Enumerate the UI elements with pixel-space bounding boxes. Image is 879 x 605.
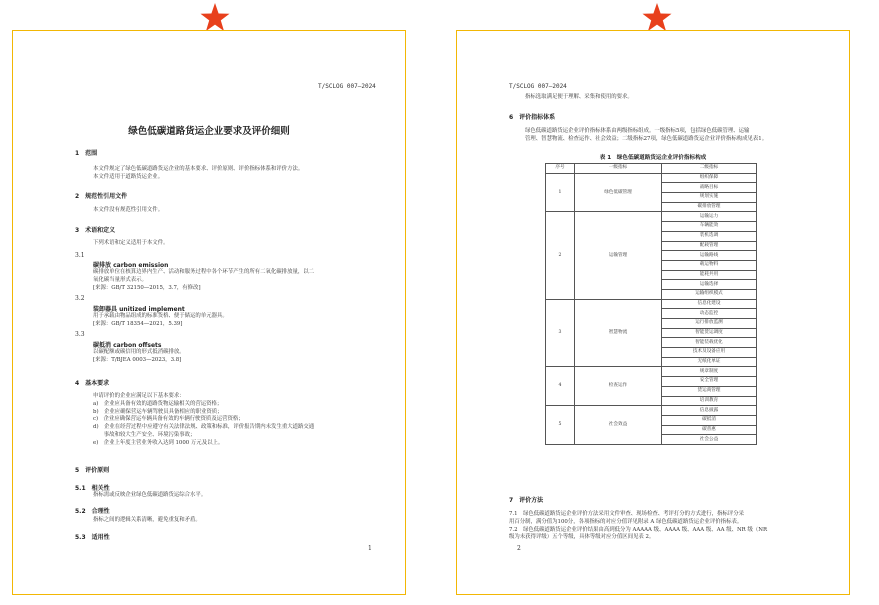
table-cell-level2: 规章制度 [662,367,757,377]
table-cell-level2: 技术及设备应用 [662,348,757,358]
table-cell-number: 5 [546,406,575,445]
table-cell-level2: 货运商管理 [662,386,757,396]
table-cell-level2: 社会公益 [662,435,757,445]
section-text: 本文件没有规范性引用文件。 [93,207,164,213]
section-text: 7.1 绿色低碳道路货运企业评价方法采用文件审查、现场检查、考评打分的方式进行，指标评分采 用百分制，满分值为100分，各项指标的对应分值详见附录 A 绿色低碳道路货运企业评价指标表。 7.2 绿色低碳道路货运企业评价结果由高到低分为 AAAAA 级、AAAA 级、AAA 级、AA 级、NR 级（NR 级为未获得评级）五个等级，具体等级对应分值区间见表 2。 [509,511,768,541]
term-definition: 碳排放单位在核算边界内生产、活动和服务过程中各个环节产生的所有二氧化碳排放量，以二 氧化碳当量形式表示。 [来源：GB/T 32150—2015，3.7，有修改] [93,269,315,291]
term-number: 3.1 [75,252,85,259]
section-heading: 5 评价原则 [75,467,110,474]
table-row [546,367,757,377]
table-cell-level2: 碳抵消 [662,415,757,425]
table-header-cell: 一级指标 [575,164,662,174]
table-cell-level2: 碳排放管理 [662,202,757,212]
table-cell-level2: 智能装载优化 [662,338,757,348]
table-cell-level2: 安全管理 [662,377,757,387]
table-cell-level2: 运输路线 [662,251,757,261]
section-text: 绿色低碳道路货运企业评价指标体系由两级指标组成。一级指标5项，包括绿色低碳管理、运输 管理、智慧物流、检查运作、社会效益；二级指标27项，绿色低碳道路货运企业评价指标构成见表1。 [525,128,768,142]
table-cell-level2: 信息披露 [662,406,757,416]
section-text: 指标之间的逻辑关系清晰，避免重复和矛盾。 [93,517,201,523]
document-page-2 [456,30,850,595]
section-text: 指标选取满足便于理解、采集和使用的要求。 [525,94,633,100]
indicator-table [545,163,757,445]
term-heading: 碳抵消 carbon offsets [93,342,162,349]
table-cell-level2: 运输组织模式 [662,289,757,299]
table-row [546,406,757,416]
table-cell-number: 1 [546,173,575,212]
section-heading: 4 基本要求 [75,380,110,387]
term-definition: 以碳配额或碳信用的形式抵消碳排放。 [来源：T/BJEA 0003—2023，3.8] [93,349,185,363]
standard-number: T/SCLOG 007—2024 [509,83,567,90]
table-cell-level1: 检查运作 [575,367,662,406]
table-cell-level2: 智能货运调度 [662,328,757,338]
table-caption: 表 1 绿色低碳道路货运企业评价指标构成 [599,155,707,161]
term-definition: 用于承载由物品组成的标准货格、便于储运的单元器具。 [来源：GB/T 18354—2021，5.39] [93,313,228,327]
table-cell-level2: 装机选调 [662,231,757,241]
section-heading: 2 规范性引用文件 [75,193,128,200]
table-cell-level2: 信息化建设 [662,299,757,309]
section-text: 指标需或反映企业绿色低碳道路货运综合水平。 [93,492,207,498]
table-cell-level1: 社会效益 [575,406,662,445]
term-heading: 装卸器具 unitized implement [93,306,185,313]
table-cell-level1: 智慧物流 [575,299,662,367]
standard-number: T/SCLOG 007—2024 [318,83,376,90]
section-text: 下列术语和定义适用于本文件。 [93,240,169,246]
table-cell-level2: 无纸化单证 [662,357,757,367]
table-cell-level1: 绿色低碳管理 [575,173,662,212]
section-text: 本文件规定了绿色低碳道路货运企业的基本要求、评价原则、评价指标体系和评价方法。 本文件适用于道路货运企业。 [93,166,304,180]
table-cell-level1: 运输管理 [575,212,662,299]
subsection-heading: 5.2 合理性 [75,508,110,515]
section-heading: 1 范围 [75,150,98,157]
table-row [546,212,757,222]
section-heading: 7 评价方法 [509,497,544,504]
table-cell-level2: 培训教育 [662,396,757,406]
section-heading: 6 评价指标体系 [509,114,556,121]
document-title: 绿色低碳道路货运企业要求及评价细则 [128,126,290,137]
table-cell-level2: 战略目标 [662,183,757,193]
table-cell-number: 2 [546,212,575,299]
term-number: 3.3 [75,331,85,338]
section-text: 申请评价的企业应满足以下基本要求： a) 企业应具备有效的道路货物运输相关的营运资格； b) 企业应确保营运车辆驾驶员具备相应的职业资质； c) 企业应确保营运车辆具备有效的车辆行驶资质及运营资格； d) 企业在经营过程中应遵守有关法律法规、政策和标准，评价报告期内未发生重大道路交通 事故和较大生产安全、环境污染事故； e) 企业上年度主营业务收入达到 1000 万元及以上。 [93,393,315,446]
page-number: 2 [517,545,521,552]
term-heading: 碳排放 carbon emission [93,262,169,269]
table-cell-level2: 运行排放监测 [662,319,757,329]
table-cell-level2: 组织保障 [662,173,757,183]
subsection-heading: 5.1 相关性 [75,485,110,492]
table-cell-level2: 碳普惠 [662,425,757,435]
table-header-cell: 二级指标 [662,164,757,174]
table-cell-level2: 规划实施 [662,193,757,203]
section-heading: 3 术语和定义 [75,227,116,234]
table-cell-level2: 运输选择 [662,280,757,290]
document-page-1 [12,30,406,595]
table-header-cell: 序号 [546,164,575,174]
table-cell-level2: 动态监控 [662,309,757,319]
table-cell-number: 4 [546,367,575,406]
page-number: 1 [368,545,372,552]
table-cell-level2: 车辆能效 [662,222,757,232]
table-cell-level2: 载运物料 [662,260,757,270]
term-number: 3.2 [75,295,85,302]
table-cell-level2: 能耗共用 [662,270,757,280]
table-header-row [546,164,757,174]
table-row [546,173,757,183]
table-cell-level2: 运输运力 [662,212,757,222]
subsection-heading: 5.3 适用性 [75,534,110,541]
table-cell-number: 3 [546,299,575,367]
table-row [546,299,757,309]
table-cell-level2: 配载管理 [662,241,757,251]
